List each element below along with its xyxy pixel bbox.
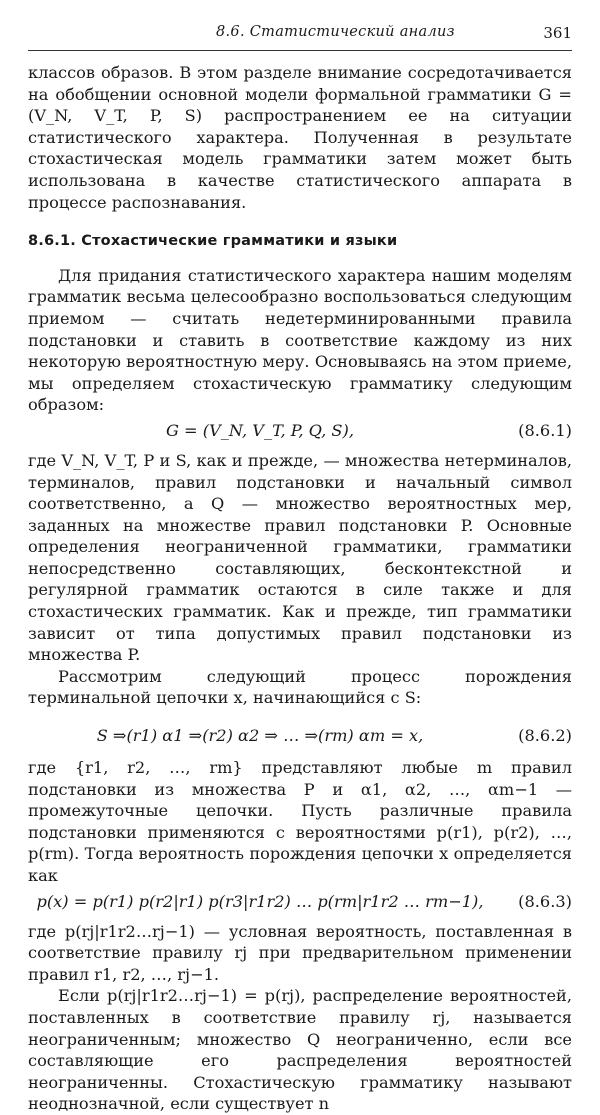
- paragraph-7: Если p(rj|r1r2…rj−1) = p(rj), распределение вероятностей, поставленных в соответствие правилу rj, называется неограниченным; множество Q неограниченно, если все составляющие его распределения вероятностей неограниченны. Стохастическую грамматику называют неоднозначной, если существует n: [28, 986, 572, 1114]
- paragraph-1: классов образов. В этом разделе внимание сосредотачивается на обобщении основной модели формальной грамматики G = (V_N, V_T, P, S) распространением ее на ситуации статистического характера. Полученная в результате стохастическая модель грамматики затем может быть использована в качестве статистического аппарата в процессе распознавания.: [28, 63, 572, 212]
- equation-8-6-1-body: G = (V_N, V_T, P, Q, S),: [165, 420, 354, 440]
- page-body: [28, 62, 572, 1115]
- equation-8-6-1-number: (8.6.1): [518, 420, 572, 440]
- header-rule: [28, 50, 572, 51]
- paragraph-5: где {r1, r2, …, rm} представляют любые m правил подстановки из множества P и α1, α2, …, αm−1 — промежуточные цепочки. Пусть различные правила подстановки применяются с вероятностями p(r1), p(r2), …, p(rm). Тогда вероятность порождения цепочки x определяется как: [28, 758, 572, 885]
- equation-8-6-2-body: S ⇒(r1) α1 ⇒(r2) α2 ⇒ … ⇒(rm) αm = x,: [96, 726, 424, 746]
- page-number: 361: [543, 24, 572, 42]
- paragraph-4: Рассмотрим следующий процесс порождения терминальной цепочки x, начинающийся с S:: [28, 666, 572, 708]
- equation-8-6-2-number: (8.6.2): [518, 726, 572, 746]
- running-title: 8.6. Статистический анализ: [216, 24, 455, 40]
- equation-8-6-1: [28, 420, 572, 446]
- section-heading: 8.6.1. Стохастические грамматики и языки: [28, 233, 398, 250]
- equation-8-6-3-number: (8.6.3): [518, 891, 572, 911]
- equation-8-6-3: [28, 891, 572, 917]
- equation-8-6-2: [28, 713, 572, 753]
- equation-8-6-3-body: p(x) = p(r1) p(r2|r1) p(r3|r1r2) … p(rm|r1r2 … rm−1),: [36, 891, 484, 911]
- paragraph-3: где V_N, V_T, P и S, как и прежде, — множества нетерминалов, терминалов, правил подстановки и начальный символ соответственно, а Q — множество вероятностных мер, заданных на множестве правил подстановки P. Основные определения неограниченной грамматики, грамматики непосредственно составляющих, бесконтекстной и регулярной грамматик остаются в силе также и для стохастических грамматик. Как и прежде, тип грамматики зависит от типа допустимых правил подстановки из множества P.: [28, 450, 572, 665]
- paragraph-2: Для придания статистического характера нашим моделям грамматик весьма целесообразно воспользоваться следующим приемом — считать недетерминированными правила подстановки и ставить в соответствие каждому из них некоторую вероятностную меру. Основываясь на этом приеме, мы определяем стохастическую грамматику следующим образом:: [28, 265, 572, 415]
- running-header: [28, 24, 572, 48]
- paragraph-6: где p(rj|r1r2…rj−1) — условная вероятность, поставленная в соответствие правилу rj при предварительном применении правил r1, r2, …, rj−1.: [28, 921, 572, 984]
